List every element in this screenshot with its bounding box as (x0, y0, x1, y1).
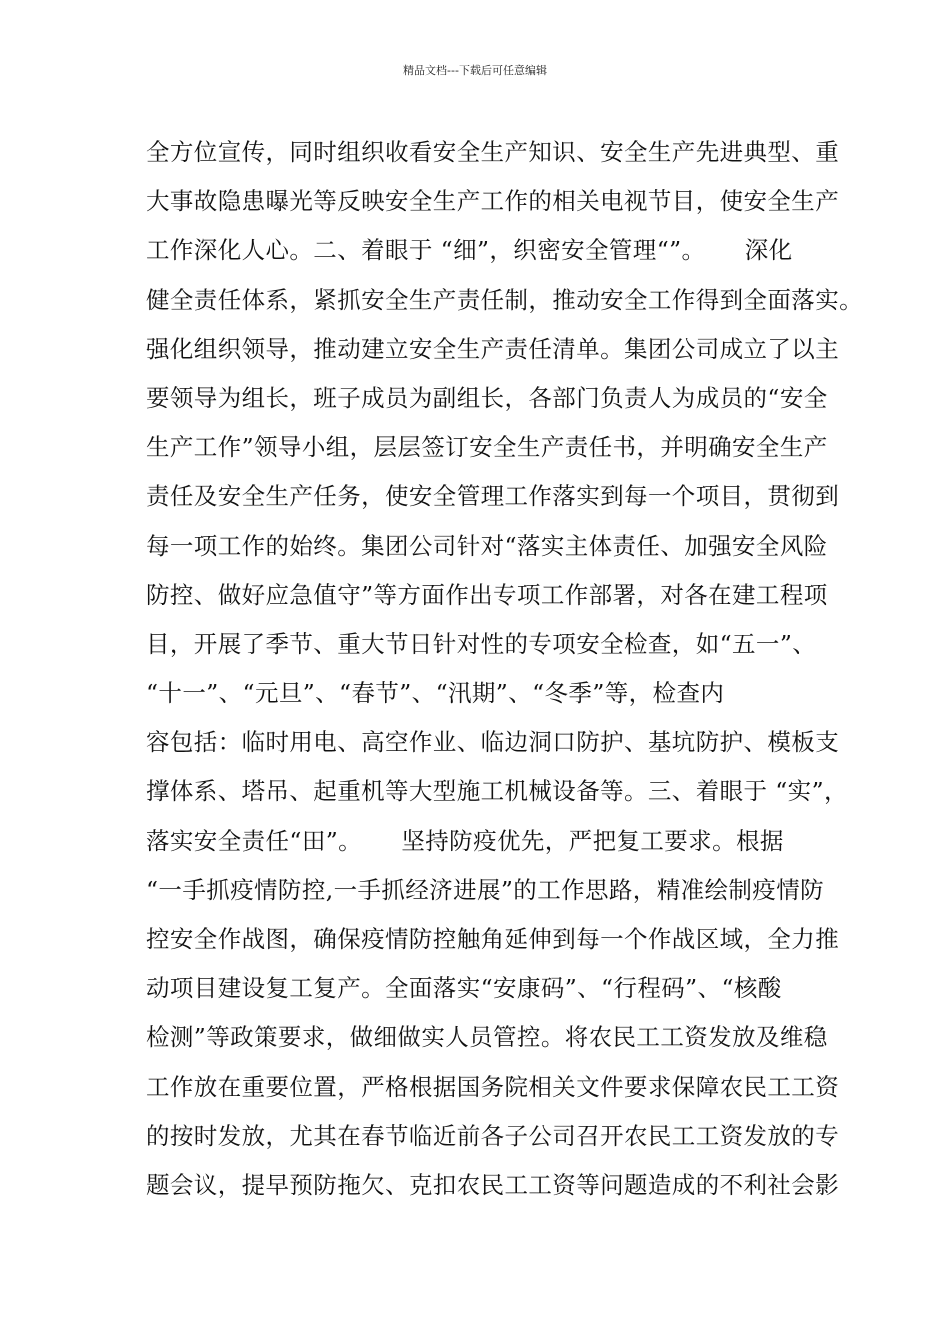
text-line: 撑体系、塔吊、起重机等大型施工机械设备等。三、着眼于 “实”， (146, 777, 848, 806)
text-line: 每一项工作的始终。集团公司针对“落实主体责任、加强安全风险 (146, 531, 828, 560)
text-line: 责任及安全生产任务，使安全管理工作落实到每一个项目，贯彻到 (146, 482, 840, 511)
page-header: 精品文档---下载后可任意编辑 (403, 64, 547, 77)
text-line: 的按时发放，尤其在春节临近前各子公司召开农民工工资发放的专 (146, 1121, 840, 1150)
text-line: 容包括：临时用电、高空作业、临边洞口防护、基坑防护、模板支 (146, 728, 840, 757)
text-line: 动项目建设复工复产。全面落实“安康码”、“行程码”、“核酸 (146, 974, 782, 1003)
text-line: 要领导为组长，班子成员为副组长，各部门负责人为成员的“安全 (146, 383, 828, 412)
text-line: 检测”等政策要求，做细做实人员管控。将农民工工资发放及维稳 (146, 1023, 828, 1052)
text-line: 目，开展了季节、重大节日针对性的专项安全检查，如“五一”、 (146, 629, 817, 658)
text-line: “十一”、“元旦”、“春节”、“汛期”、“冬季”等，检查内 (146, 679, 725, 708)
text-line: 防控、做好应急值守”等方面作出专项工作部署，对各在建工程项 (146, 580, 828, 609)
text-line: 题会议，提早预防拖欠、克扣农民工工资等问题造成的不利社会影 (146, 1170, 840, 1199)
text-line: “一手抓疫情防控,一手抓经济进展”的工作思路，精准绘制疫情防 (146, 875, 824, 904)
body-text (146, 128, 863, 1210)
text-line: 工作深化人心。二、着眼于 “细”，织密安全管理“”。 深化 (146, 236, 793, 265)
text-line: 全方位宣传，同时组织收看安全生产知识、安全生产先进典型、重 (146, 138, 840, 166)
text-line: 大事故隐患曝光等反映安全生产工作的相关电视节目，使安全生产 (146, 187, 840, 216)
text-line: 控安全作战图，确保疫情防控触角延伸到每一个作战区域，全力推 (146, 925, 840, 953)
text-line: 强化组织领导，推动建立安全生产责任清单。集团公司成立了以主 (146, 334, 840, 363)
text-line: 落实安全责任“田”。 坚持防疫优先，严把复工要求。根据 (146, 826, 784, 855)
text-line: 工作放在重要位置，严格根据国务院相关文件要求保障农民工工资 (146, 1072, 840, 1101)
text-line: 生产工作”领导小组，层层签订安全生产责任书，并明确安全生产 (146, 433, 828, 462)
text-line: 健全责任体系，紧抓安全生产责任制，推动安全工作得到全面落实。 (146, 285, 863, 314)
